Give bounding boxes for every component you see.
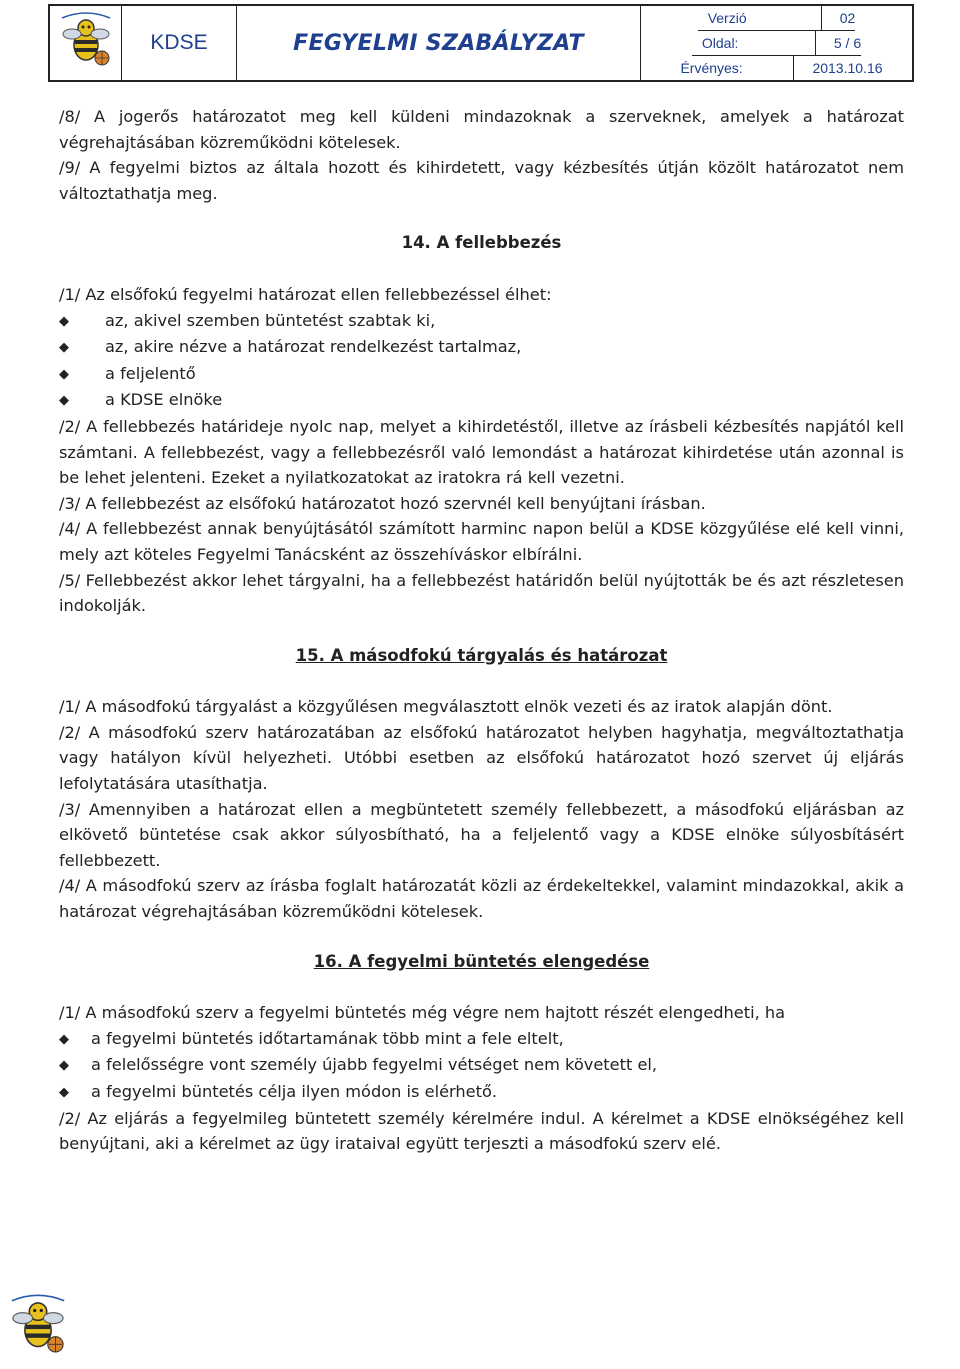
footer-club-logo	[2, 1292, 74, 1364]
diamond-bullet-icon: ◆	[59, 1031, 69, 1047]
s15-paragraph-1: /1/ A másodfokú tárgyalást a közgyűlésen megválasztott elnök vezeti és az iratok alapján dönt.	[59, 697, 833, 717]
list-item: ◆ az, akivel szemben büntetést szabtak ki,	[59, 308, 904, 335]
s14-paragraph-3: /3/ A fellebbezést az elsőfokú határozatot hozó szervnél kell benyújtani írásban.	[59, 493, 706, 513]
document-title: FEGYELMI SZABÁLYZAT	[237, 6, 641, 80]
valid-row	[670, 56, 882, 80]
bee-mascot-icon	[2, 1292, 74, 1364]
s16-paragraph-1: /1/ A másodfokú szerv a fegyelmi büntetés még végre nem hajtott részét elengedheti, ha	[59, 1003, 786, 1023]
version-row	[698, 6, 856, 31]
s14-paragraph-5: /5/ Fellebbezést akkor lehet tárgyalni, ha a fellebbezést határidőn belül nyújtották be és azt részletesen indokolják.	[59, 570, 904, 616]
diamond-bullet-icon: ◆	[59, 340, 69, 356]
paragraph-8: /8/ A jogerős határozatot meg kell küldeni mindazoknak a szerveknek, amelyek a határozat végrehajtásában közreműködni kötelesek.	[59, 107, 904, 152]
diamond-bullet-icon: ◆	[59, 313, 69, 329]
document-meta	[641, 6, 912, 80]
section-15-title: 15. A másodfokú tárgyalás és határozat	[295, 645, 668, 665]
list-item: ◆ a feljelentő	[59, 361, 904, 388]
version-value: 02	[839, 10, 856, 26]
list-item: ◆ a felelősségre vont személy újabb fegyelmi vétséget nem követett el,	[59, 1052, 904, 1079]
list-item: ◆ a fegyelmi büntetés célja ilyen módon is elérhető.	[59, 1079, 904, 1106]
section-16-title: 16. A fegyelmi büntetés elengedése	[313, 951, 650, 971]
paragraph-9: /9/ A fegyelmi biztos az általa hozott és kihirdetett, vagy kézbesítés útján közölt határozatot nem változtathatja meg.	[59, 158, 904, 203]
org-code: KDSE	[122, 6, 237, 80]
list-item: ◆ az, akire nézve a határozat rendelkezést tartalmaz,	[59, 334, 904, 361]
diamond-bullet-icon: ◆	[59, 1085, 69, 1100]
s14-paragraph-4: /4/ A fellebbezést annak benyújtásától számított harminc napon belül a KDSE közgyűlése elé kell vinni, mely azt köteles Fegyelmi Tanácsként az összehíváskor elbírálni.	[59, 519, 904, 564]
bee-mascot-icon	[56, 10, 116, 76]
page-label: Oldal:	[692, 31, 816, 55]
list-item: ◆ a fegyelmi büntetés időtartamának több mint a fele eltelt,	[59, 1026, 904, 1053]
club-logo	[50, 6, 122, 80]
s15-paragraph-4: /4/ A másodfokú szerv az írásba foglalt határozatát közli az érdekeltekkel, valamint mindazokkal, akik a határozat végrehajtásában közreműködni kötelesek.	[59, 876, 904, 922]
section-14-title: 14. A fellebbezés	[401, 233, 562, 253]
valid-value: 2013.10.16	[812, 60, 883, 76]
s15-paragraph-3: /3/ Amennyiben a határozat ellen a megbüntetett személy fellebbezett, a másodfokú eljárásban az elkövető büntetése csak akkor súlyosbítható, ha a feljelentő vagy a KDSE elnöke súlyosbításért fellebbezett.	[59, 799, 904, 870]
s15-paragraph-2: /2/ A másodfokú szerv határozatában az elsőfokú határozatot helyben hagyhatja, megváltoztathatja vagy hatályon kívül helyezheti. Utóbbi esetben az elsőfokú határozatot hozó szervet új eljárás lefolytatására utasíthatja.	[59, 722, 904, 794]
version-label: Verzió	[698, 6, 822, 30]
document-body	[59, 104, 904, 1157]
page-row	[692, 31, 861, 56]
diamond-bullet-icon: ◆	[59, 1058, 69, 1074]
list-item: ◆ a KDSE elnöke	[59, 387, 904, 414]
page-value: 5 / 6	[833, 35, 862, 51]
s14-paragraph-2: /2/ A fellebbezés határideje nyolc nap, melyet a kihirdetéstől, illetve az írásbeli kézbesítés napjától kell számtani. A fellebbezést, vagy a fellebbezésről való lemondást a határozat kihirdetése után azonnal is be lehet jelenteni. Ezeket a nyilatkozatokat az iratokra rá kell vezetni.	[59, 416, 904, 488]
s14-paragraph-1: /1/ Az elsőfokú fegyelmi határozat ellen fellebbezéssel élhet:	[59, 284, 552, 304]
diamond-bullet-icon: ◆	[59, 366, 69, 382]
diamond-bullet-icon: ◆	[59, 393, 69, 409]
document-header	[48, 4, 914, 82]
valid-label: Érvényes:	[670, 56, 794, 80]
s16-paragraph-2: /2/ Az eljárás a fegyelmileg büntetett személy kérelmére indul. A kérelmet a KDSE elnökségéhez kell benyújtani, aki a kérelmet az ügy irataival együtt terjeszti a másodfokú szerv elé.	[59, 1108, 904, 1154]
